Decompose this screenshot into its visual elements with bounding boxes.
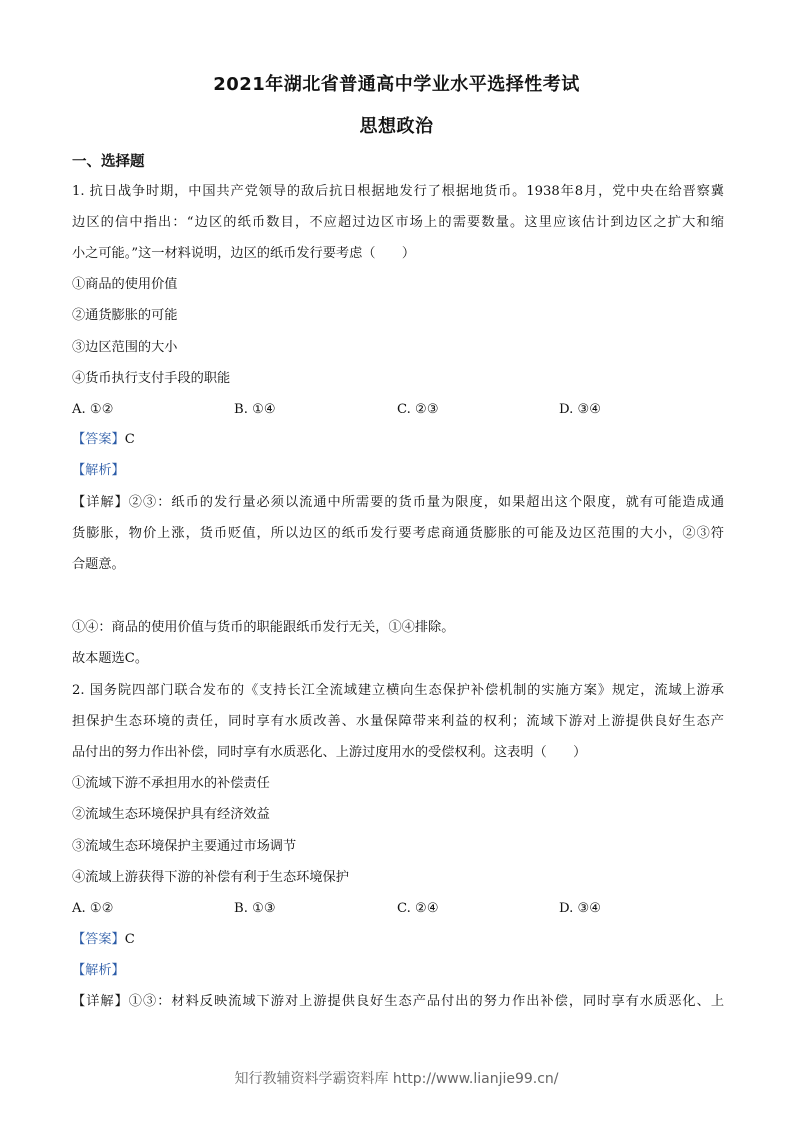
subject-title: 思想政治 bbox=[359, 116, 434, 137]
q2-option-c: C. ②④ bbox=[397, 901, 439, 916]
q1-option-d: D. ③④ bbox=[559, 402, 602, 417]
detail-tag: 【详解】 bbox=[72, 495, 129, 510]
q1-detail-line bbox=[72, 494, 724, 512]
q1-exclusion: ①④：商品的使用价值与货币的职能跟纸币发行无关，①④排除。 bbox=[72, 620, 455, 635]
answer-value: C bbox=[124, 432, 135, 447]
q2-item: ③流域生态环境保护主要通过市场调节 bbox=[72, 839, 297, 854]
q2-stem-line: 担保护生态环境的责任，同时享有水质改善、水量保障带来利益的权利；流域下游对上游提供良好生态产 bbox=[72, 714, 724, 729]
q2-detail-line bbox=[72, 993, 724, 1011]
q1-item: ②通货膨胀的可能 bbox=[72, 308, 178, 323]
q2-item: ②流域生态环境保护具有经济效益 bbox=[72, 807, 270, 822]
exam-title: 2021年湖北省普通高中学业水平选择性考试 bbox=[213, 74, 580, 95]
q1-stem-line: 小之可能。”这一材料说明，边区的纸币发行要考虑（ ） bbox=[72, 246, 416, 261]
q2-option-d: D. ③④ bbox=[559, 901, 602, 916]
q2-option-b: B. ①③ bbox=[234, 901, 276, 916]
detail-text: ②③：纸币的发行量必须以流通中所需要的货币量为限度，如果超出这个限度，就有可能造成通 bbox=[128, 495, 724, 510]
q2-answer bbox=[72, 931, 724, 949]
detail-tag: 【详解】 bbox=[72, 994, 129, 1009]
q2-item: ④流域上游获得下游的补偿有利于生态环境保护 bbox=[72, 870, 349, 885]
q1-detail-line: 货膨胀，物价上涨，货币贬值，所以边区的纸币发行要考虑商通货膨胀的可能及边区范围的大小，②③符 bbox=[72, 526, 724, 541]
q2-stem-line: 2. 国务院四部门联合发布的《支持长江全流域建立横向生态保护补偿机制的实施方案》规定，流域上游承 bbox=[72, 683, 724, 698]
answer-tag: 【答案】 bbox=[72, 432, 125, 447]
q1-item: ④货币执行支付手段的职能 bbox=[72, 371, 231, 386]
q1-analysis-tag: 【解析】 bbox=[72, 463, 125, 478]
q1-option-b: B. ①④ bbox=[234, 402, 276, 417]
q1-option-c: C. ②③ bbox=[397, 402, 439, 417]
q2-option-a: A. ①② bbox=[72, 901, 114, 916]
section-heading: 一、选择题 bbox=[72, 154, 145, 170]
q1-stem-line: 1. 抗日战争时期，中国共产党领导的敌后抗日根据地发行了根据地货币。1938年8月，党中央在给晋察冀 bbox=[72, 184, 724, 199]
q1-stem-line: 边区的信中指出：“边区的纸币数目，不应超过边区市场上的需要数量。这里应该估计到边区之扩大和缩 bbox=[72, 215, 724, 230]
q2-stem-line: 品付出的努力作出补偿，同时享有水质恶化、上游过度用水的受偿权利。这表明（ ） bbox=[72, 745, 587, 760]
q2-item: ①流域下游不承担用水的补偿责任 bbox=[72, 776, 270, 791]
answer-value: C bbox=[124, 932, 135, 947]
q1-option-a: A. ①② bbox=[72, 402, 114, 417]
q2-analysis-tag: 【解析】 bbox=[72, 963, 125, 978]
footer-watermark: 知行教辅资料学霸资料库 http://www.lianjie99.cn/ bbox=[234, 1071, 559, 1087]
detail-text: ①③：材料反映流域下游对上游提供良好生态产品付出的努力作出补偿，同时享有水质恶化、上 bbox=[128, 994, 724, 1009]
q1-item: ③边区范围的大小 bbox=[72, 340, 178, 355]
answer-tag: 【答案】 bbox=[72, 932, 125, 947]
q1-conclusion: 故本题选C。 bbox=[72, 651, 149, 666]
q1-detail-line: 合题意。 bbox=[72, 557, 125, 572]
q1-answer bbox=[72, 431, 724, 449]
q1-item: ①商品的使用价值 bbox=[72, 277, 178, 292]
